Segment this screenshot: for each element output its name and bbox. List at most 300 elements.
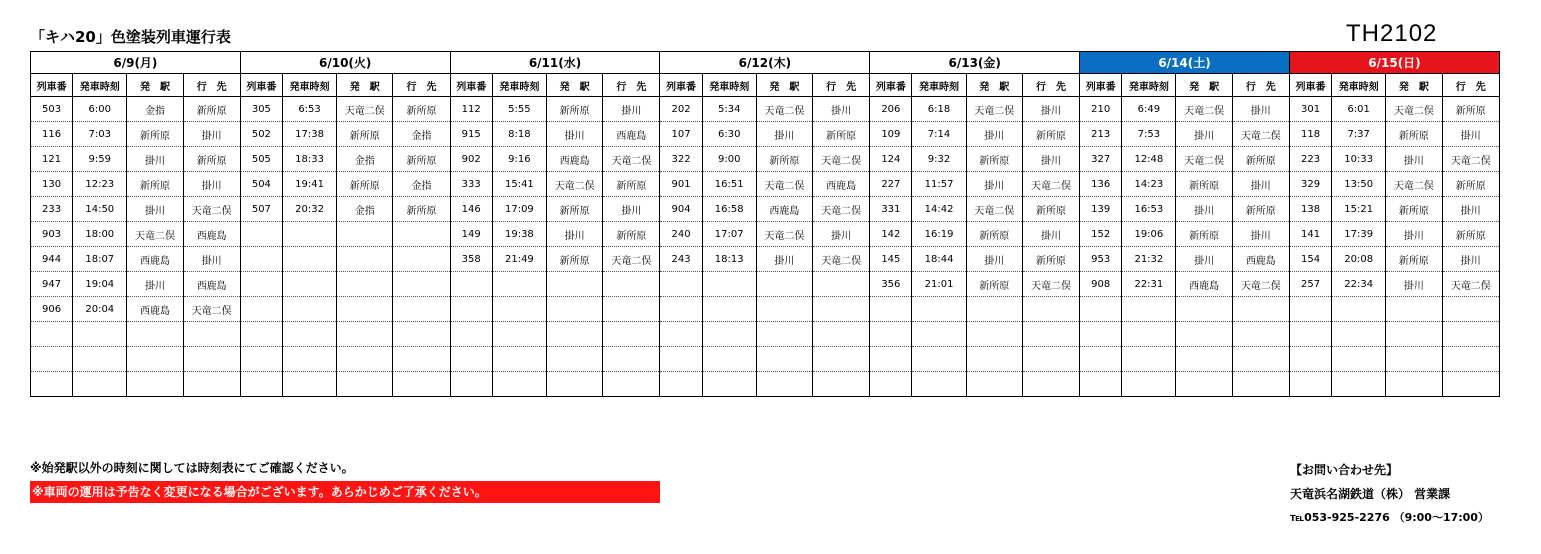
table-cell: 天竜二俣 <box>1386 172 1442 197</box>
column-header: 列車番 <box>870 74 912 97</box>
table-cell: 掛川 <box>1386 147 1442 172</box>
table-cell <box>1332 347 1386 372</box>
table-cell <box>240 247 282 272</box>
note-vehicle-change: ※車両の運用は予告なく変更になる場合がございます。あらかじめご了承ください。 <box>30 481 660 503</box>
table-cell: 天竜二俣 <box>1232 272 1289 297</box>
table-cell: 天竜二俣 <box>603 247 660 272</box>
table-cell: 掛川 <box>127 197 183 222</box>
table-cell: 新所原 <box>1442 172 1499 197</box>
table-cell <box>702 322 756 347</box>
table-row <box>31 172 1500 197</box>
table-cell: 502 <box>240 122 282 147</box>
table-cell: 9:59 <box>73 147 127 172</box>
table-cell: 130 <box>31 172 73 197</box>
table-cell <box>240 347 282 372</box>
table-cell <box>603 322 660 347</box>
table-cell <box>660 272 702 297</box>
column-header: 行 先 <box>183 74 240 97</box>
table-cell: 天竜二俣 <box>966 97 1022 122</box>
table-cell <box>1332 297 1386 322</box>
table-cell: 257 <box>1289 272 1331 297</box>
table-cell: 118 <box>1289 122 1331 147</box>
timetable-body <box>31 97 1500 397</box>
table-row <box>31 147 1500 172</box>
table-cell: 新所原 <box>1022 122 1079 147</box>
table-cell: 146 <box>450 197 492 222</box>
table-cell: 906 <box>31 297 73 322</box>
table-cell: 天竜二俣 <box>813 247 870 272</box>
table-cell <box>282 347 336 372</box>
table-cell: 新所原 <box>1386 247 1442 272</box>
table-cell: 天竜二俣 <box>1442 272 1499 297</box>
table-cell <box>492 347 546 372</box>
table-cell <box>73 322 127 347</box>
table-cell: 掛川 <box>603 97 660 122</box>
table-cell: 233 <box>31 197 73 222</box>
table-cell: 356 <box>870 272 912 297</box>
table-cell: 329 <box>1289 172 1331 197</box>
table-cell: 9:16 <box>492 147 546 172</box>
table-cell: 掛川 <box>1176 122 1232 147</box>
table-cell: 掛川 <box>756 247 812 272</box>
table-cell <box>1022 322 1079 347</box>
table-cell: 新所原 <box>1176 172 1232 197</box>
column-header: 行 先 <box>603 74 660 97</box>
table-cell: 12:48 <box>1122 147 1176 172</box>
table-cell <box>1176 297 1232 322</box>
table-cell <box>912 322 966 347</box>
table-cell: 6:00 <box>73 97 127 122</box>
table-cell: 新所原 <box>1022 197 1079 222</box>
table-cell: 掛川 <box>603 197 660 222</box>
table-cell: 20:04 <box>73 297 127 322</box>
column-header: 発車時刻 <box>73 74 127 97</box>
column-header: 発車時刻 <box>1122 74 1176 97</box>
timetable <box>30 51 1500 397</box>
table-cell <box>756 272 812 297</box>
table-cell: 掛川 <box>1442 247 1499 272</box>
table-cell <box>282 272 336 297</box>
table-cell <box>393 297 450 322</box>
table-cell: 天竜二俣 <box>1022 172 1079 197</box>
table-cell: 掛川 <box>1386 272 1442 297</box>
table-cell <box>450 347 492 372</box>
table-cell: 西鹿島 <box>183 272 240 297</box>
table-cell: 902 <box>450 147 492 172</box>
table-cell <box>912 372 966 397</box>
table-cell: 新所原 <box>1442 97 1499 122</box>
table-cell: 16:51 <box>702 172 756 197</box>
table-cell <box>603 372 660 397</box>
table-cell <box>870 372 912 397</box>
table-cell: 西鹿島 <box>756 197 812 222</box>
column-header: 列車番 <box>240 74 282 97</box>
table-cell: 掛川 <box>1176 197 1232 222</box>
table-cell: 17:09 <box>492 197 546 222</box>
table-cell: 136 <box>1080 172 1122 197</box>
table-cell <box>240 222 282 247</box>
table-cell: 掛川 <box>966 122 1022 147</box>
table-cell <box>1022 297 1079 322</box>
table-cell <box>1442 322 1499 347</box>
table-cell <box>702 372 756 397</box>
table-cell <box>870 297 912 322</box>
table-cell: 掛川 <box>546 222 602 247</box>
table-cell: 7:37 <box>1332 122 1386 147</box>
table-cell: 天竜二俣 <box>183 297 240 322</box>
table-cell <box>1442 347 1499 372</box>
column-header: 行 先 <box>1442 74 1499 97</box>
table-cell <box>1080 372 1122 397</box>
table-row <box>31 297 1500 322</box>
table-cell <box>756 347 812 372</box>
table-cell <box>1080 347 1122 372</box>
table-cell <box>492 272 546 297</box>
table-cell: 19:38 <box>492 222 546 247</box>
table-cell <box>240 297 282 322</box>
table-cell: 139 <box>1080 197 1122 222</box>
table-cell: 新所原 <box>546 197 602 222</box>
table-cell <box>603 297 660 322</box>
table-cell: 西鹿島 <box>546 147 602 172</box>
table-cell: 18:07 <box>73 247 127 272</box>
column-header: 発 駅 <box>756 74 812 97</box>
table-cell: 12:23 <box>73 172 127 197</box>
table-cell <box>127 322 183 347</box>
table-cell <box>393 247 450 272</box>
table-cell: 17:39 <box>1332 222 1386 247</box>
table-cell: 掛川 <box>966 172 1022 197</box>
table-cell: 新所原 <box>183 97 240 122</box>
table-cell: 掛川 <box>1022 222 1079 247</box>
table-cell <box>966 297 1022 322</box>
column-header: 列車番 <box>660 74 702 97</box>
table-cell: 19:06 <box>1122 222 1176 247</box>
table-cell: 掛川 <box>1442 197 1499 222</box>
table-cell: 7:53 <box>1122 122 1176 147</box>
day-header: 6/13(金) <box>870 52 1080 74</box>
table-cell <box>1232 322 1289 347</box>
table-cell: 15:21 <box>1332 197 1386 222</box>
table-cell: 天竜二俣 <box>1176 97 1232 122</box>
table-cell: 新所原 <box>966 222 1022 247</box>
table-cell: 154 <box>1289 247 1331 272</box>
day-header: 6/14(土) <box>1080 52 1290 74</box>
table-cell: 新所原 <box>1176 222 1232 247</box>
table-cell: 20:08 <box>1332 247 1386 272</box>
table-cell: 22:34 <box>1332 272 1386 297</box>
table-cell: 915 <box>450 122 492 147</box>
table-cell: 天竜二俣 <box>127 222 183 247</box>
table-cell: 天竜二俣 <box>603 147 660 172</box>
table-cell <box>492 322 546 347</box>
table-cell: 358 <box>450 247 492 272</box>
table-cell: 新所原 <box>546 97 602 122</box>
table-cell: 17:07 <box>702 222 756 247</box>
table-cell: 19:41 <box>282 172 336 197</box>
column-header: 列車番 <box>1080 74 1122 97</box>
column-header: 行 先 <box>813 74 870 97</box>
table-cell: 21:32 <box>1122 247 1176 272</box>
table-cell: 116 <box>31 122 73 147</box>
table-cell: 金指 <box>393 172 450 197</box>
column-header: 発車時刻 <box>702 74 756 97</box>
table-cell: 145 <box>870 247 912 272</box>
day-header: 6/15(日) <box>1289 52 1499 74</box>
table-cell: 新所原 <box>1232 147 1289 172</box>
table-cell: 新所原 <box>966 147 1022 172</box>
column-header: 発車時刻 <box>1332 74 1386 97</box>
table-cell: 掛川 <box>127 147 183 172</box>
table-cell <box>450 322 492 347</box>
column-header: 行 先 <box>1022 74 1079 97</box>
column-header: 列車番 <box>450 74 492 97</box>
table-cell: 新所原 <box>603 172 660 197</box>
table-cell: 9:00 <box>702 147 756 172</box>
table-cell <box>1122 322 1176 347</box>
table-cell <box>1080 297 1122 322</box>
table-cell: 天竜二俣 <box>756 172 812 197</box>
table-cell <box>1232 347 1289 372</box>
table-cell: 西鹿島 <box>183 222 240 247</box>
table-cell <box>337 247 393 272</box>
table-cell: 西鹿島 <box>1232 247 1289 272</box>
table-cell: 新所原 <box>337 122 393 147</box>
table-cell <box>127 372 183 397</box>
table-cell: 14:42 <box>912 197 966 222</box>
table-cell: 6:30 <box>702 122 756 147</box>
table-cell: 掛川 <box>756 122 812 147</box>
table-row <box>31 222 1500 247</box>
table-cell: 新所原 <box>337 172 393 197</box>
column-header: 行 先 <box>393 74 450 97</box>
table-row <box>31 97 1500 122</box>
table-cell: 天竜二俣 <box>756 222 812 247</box>
table-cell: 505 <box>240 147 282 172</box>
table-cell <box>756 372 812 397</box>
table-cell <box>603 272 660 297</box>
table-cell: 121 <box>31 147 73 172</box>
table-cell <box>1386 372 1442 397</box>
table-cell: 6:53 <box>282 97 336 122</box>
table-cell: 天竜二俣 <box>966 197 1022 222</box>
table-cell: 504 <box>240 172 282 197</box>
table-cell <box>240 272 282 297</box>
table-cell: 掛川 <box>966 247 1022 272</box>
table-cell: 掛川 <box>1176 247 1232 272</box>
table-cell <box>1386 297 1442 322</box>
table-row <box>31 322 1500 347</box>
table-cell <box>240 372 282 397</box>
table-cell: 新所原 <box>393 97 450 122</box>
table-cell: 16:19 <box>912 222 966 247</box>
table-cell <box>1122 347 1176 372</box>
table-cell: 202 <box>660 97 702 122</box>
table-cell <box>813 372 870 397</box>
table-cell <box>183 322 240 347</box>
table-cell <box>1176 372 1232 397</box>
table-cell <box>1022 347 1079 372</box>
table-cell: 新所原 <box>1386 197 1442 222</box>
table-cell <box>337 372 393 397</box>
table-cell: 953 <box>1080 247 1122 272</box>
table-cell <box>492 297 546 322</box>
table-cell <box>1332 322 1386 347</box>
table-cell <box>702 347 756 372</box>
contact-heading: 【お問い合わせ先】 <box>1290 463 1399 477</box>
table-cell: 227 <box>870 172 912 197</box>
table-cell: 141 <box>1289 222 1331 247</box>
table-cell: 109 <box>870 122 912 147</box>
table-cell: 新所原 <box>813 122 870 147</box>
table-cell: 10:33 <box>1332 147 1386 172</box>
column-header: 発 駅 <box>546 74 602 97</box>
table-cell: 掛川 <box>183 247 240 272</box>
table-cell: 17:38 <box>282 122 336 147</box>
table-cell <box>1080 322 1122 347</box>
table-cell: 西鹿島 <box>1176 272 1232 297</box>
table-cell: 掛川 <box>546 122 602 147</box>
table-cell <box>393 347 450 372</box>
table-cell: 新所原 <box>1386 122 1442 147</box>
table-cell: 213 <box>1080 122 1122 147</box>
table-cell <box>813 272 870 297</box>
table-cell: 西鹿島 <box>603 122 660 147</box>
column-header-row <box>31 74 1500 97</box>
table-row <box>31 247 1500 272</box>
table-cell <box>813 347 870 372</box>
table-cell: 西鹿島 <box>127 247 183 272</box>
table-cell: 903 <box>31 222 73 247</box>
table-cell: 8:18 <box>492 122 546 147</box>
table-cell: 天竜二俣 <box>1386 97 1442 122</box>
table-cell <box>1022 372 1079 397</box>
table-cell: 206 <box>870 97 912 122</box>
table-cell: 20:32 <box>282 197 336 222</box>
table-cell: 新所原 <box>127 172 183 197</box>
table-cell <box>450 297 492 322</box>
table-cell: 掛川 <box>1386 222 1442 247</box>
table-cell: 18:00 <box>73 222 127 247</box>
table-cell: 944 <box>31 247 73 272</box>
table-cell <box>1289 322 1331 347</box>
table-cell: 新所原 <box>603 222 660 247</box>
table-cell: 天竜二俣 <box>546 172 602 197</box>
table-cell <box>337 222 393 247</box>
table-cell <box>282 222 336 247</box>
column-header: 発車時刻 <box>282 74 336 97</box>
table-cell: 243 <box>660 247 702 272</box>
table-cell: 6:01 <box>1332 97 1386 122</box>
table-cell: 掛川 <box>1022 97 1079 122</box>
table-cell <box>1386 322 1442 347</box>
table-cell <box>966 322 1022 347</box>
table-cell: 西鹿島 <box>813 172 870 197</box>
table-cell: 新所原 <box>1232 197 1289 222</box>
column-header: 発 駅 <box>127 74 183 97</box>
table-cell <box>702 297 756 322</box>
table-cell <box>1122 372 1176 397</box>
table-cell <box>756 297 812 322</box>
table-cell <box>240 322 282 347</box>
table-cell: 金指 <box>393 122 450 147</box>
table-row <box>31 272 1500 297</box>
table-cell: 13:50 <box>1332 172 1386 197</box>
table-cell <box>702 272 756 297</box>
table-cell <box>1289 297 1331 322</box>
table-cell <box>183 347 240 372</box>
table-cell <box>73 347 127 372</box>
table-cell <box>912 297 966 322</box>
table-cell: 223 <box>1289 147 1331 172</box>
table-cell <box>1122 297 1176 322</box>
table-cell <box>546 372 602 397</box>
table-cell: 333 <box>450 172 492 197</box>
table-cell: 天竜二俣 <box>1232 122 1289 147</box>
table-cell: 149 <box>450 222 492 247</box>
table-cell: 天竜二俣 <box>756 97 812 122</box>
table-cell <box>660 347 702 372</box>
table-cell: 新所原 <box>546 247 602 272</box>
table-cell <box>813 297 870 322</box>
table-cell: 新所原 <box>183 147 240 172</box>
table-cell <box>393 322 450 347</box>
table-cell: 112 <box>450 97 492 122</box>
column-header: 行 先 <box>1232 74 1289 97</box>
table-cell: 西鹿島 <box>127 297 183 322</box>
table-cell: 210 <box>1080 97 1122 122</box>
table-cell <box>813 322 870 347</box>
table-cell: 138 <box>1289 197 1331 222</box>
table-cell <box>1289 347 1331 372</box>
document-code: TH2102 <box>1346 20 1438 47</box>
table-cell: 152 <box>1080 222 1122 247</box>
table-row <box>31 197 1500 222</box>
table-cell: 新所原 <box>393 197 450 222</box>
table-cell: 5:55 <box>492 97 546 122</box>
table-cell: 6:18 <box>912 97 966 122</box>
table-cell: 天竜二俣 <box>1022 272 1079 297</box>
table-row <box>31 347 1500 372</box>
table-cell: 掛川 <box>1442 122 1499 147</box>
table-cell: 掛川 <box>183 122 240 147</box>
table-cell: 天竜二俣 <box>1442 147 1499 172</box>
table-cell <box>1232 372 1289 397</box>
table-cell: 18:33 <box>282 147 336 172</box>
table-cell: 240 <box>660 222 702 247</box>
table-cell: 新所原 <box>756 147 812 172</box>
table-cell <box>282 372 336 397</box>
table-cell <box>912 347 966 372</box>
page-title: 「キハ20」色塗装列車運行表 <box>30 28 231 46</box>
table-cell <box>31 347 73 372</box>
table-cell: 18:13 <box>702 247 756 272</box>
table-cell <box>1289 372 1331 397</box>
table-cell <box>660 297 702 322</box>
table-cell <box>393 272 450 297</box>
table-cell: 15:41 <box>492 172 546 197</box>
column-header: 列車番 <box>31 74 73 97</box>
day-header: 6/9(月) <box>31 52 241 74</box>
table-cell: 908 <box>1080 272 1122 297</box>
column-header: 発 駅 <box>1386 74 1442 97</box>
table-cell <box>73 372 127 397</box>
table-cell: 305 <box>240 97 282 122</box>
table-cell: 16:53 <box>1122 197 1176 222</box>
table-cell <box>546 272 602 297</box>
table-cell <box>393 222 450 247</box>
table-cell: 掛川 <box>127 272 183 297</box>
